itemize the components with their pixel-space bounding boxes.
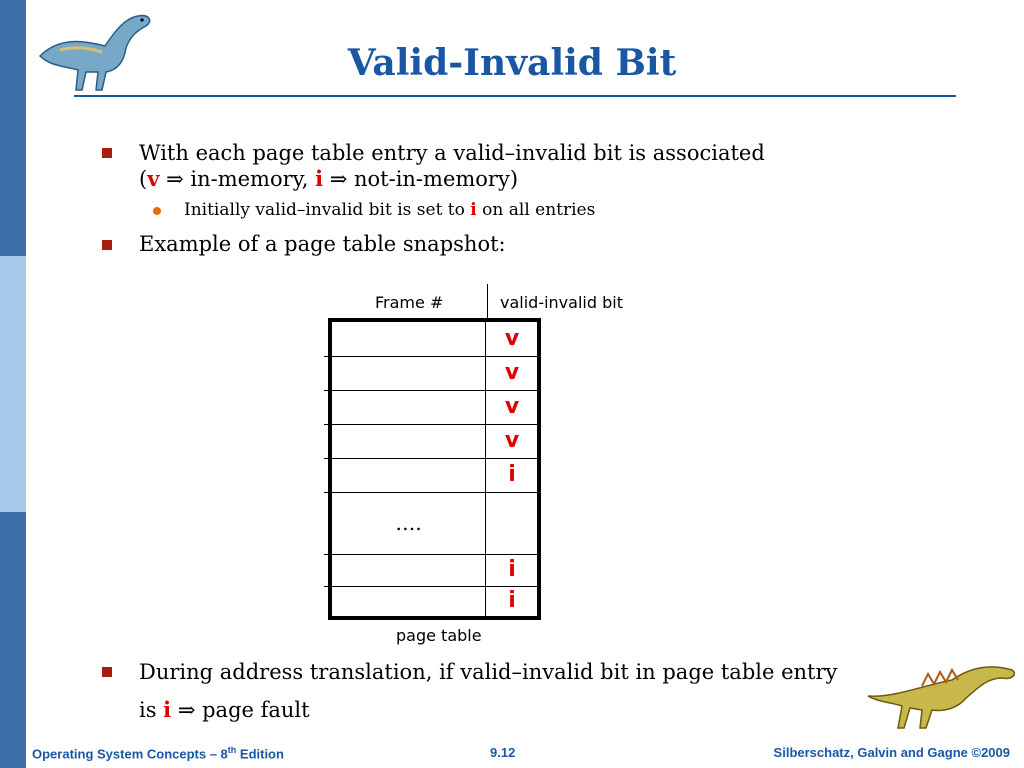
sub-bullet-pre: Initially valid–invalid bit is set to	[184, 200, 471, 220]
frame-cell: ….	[332, 492, 486, 554]
frame-cell	[332, 586, 486, 616]
bullet-1-line-2	[139, 166, 518, 191]
row-tick-mark	[324, 492, 330, 493]
bullet-square-icon	[102, 667, 112, 677]
sidebar-middle-segment	[0, 256, 26, 512]
bullet-3-line-1: During address translation, if valid–invalid bit in page table entry	[139, 660, 838, 684]
table-row	[332, 586, 537, 616]
page-table-caption: page table	[396, 626, 482, 645]
bullet-3-line-2	[139, 697, 310, 722]
row-tick-mark	[324, 586, 330, 587]
bullet-1-line-1: With each page table entry a valid–invalid bit is associated	[139, 141, 765, 165]
frame-cell	[332, 390, 486, 424]
title-underline	[74, 95, 956, 97]
footer-book-title	[32, 745, 284, 761]
footer-book-sup: th	[227, 745, 237, 755]
sub-bullet-dot-icon	[153, 207, 161, 215]
footer-authors: Silberschatz, Galvin and Gagne ©2009	[773, 745, 1010, 760]
sidebar-stripe	[0, 0, 26, 768]
sub-bullet-post: on all entries	[476, 200, 596, 220]
sidebar-bottom-segment	[0, 512, 26, 768]
valid-bit-cell: v	[504, 394, 520, 419]
valid-bit-cell: v	[504, 360, 520, 385]
frame-cell	[332, 322, 486, 356]
table-row	[332, 322, 537, 357]
valid-bit-cell: i	[508, 462, 516, 487]
table-row	[332, 390, 537, 425]
slide-title: Valid-Invalid Bit	[347, 42, 677, 84]
page-fault-text: ⇒ page fault	[171, 698, 310, 722]
sub-bullet-invalid-marker: i	[470, 200, 477, 220]
frame-column-header: Frame #	[375, 293, 444, 312]
bullet-3-pre: is	[139, 698, 164, 722]
frame-cell	[332, 424, 486, 458]
table-row	[332, 554, 537, 587]
bullet-3-invalid-marker: i	[163, 697, 172, 722]
table-row	[332, 424, 537, 459]
valid-bit-cell: v	[504, 326, 520, 351]
valid-bit-cell: i	[508, 557, 516, 582]
bullet-1-open-paren: (	[139, 167, 148, 191]
footer-book-tail: Edition	[236, 746, 284, 762]
in-memory-text: ⇒ in-memory,	[159, 167, 316, 191]
dinosaur-icon	[862, 656, 1022, 736]
invalid-marker: i	[315, 166, 324, 191]
valid-bit-cell: v	[504, 428, 520, 453]
bullet-square-icon	[102, 240, 112, 250]
table-row	[332, 492, 537, 555]
valid-bit-cell: i	[508, 588, 516, 613]
sub-bullet-text	[184, 200, 595, 220]
row-tick-mark	[324, 424, 330, 425]
bullet-2-text: Example of a page table snapshot:	[139, 232, 506, 256]
frame-cell	[332, 458, 486, 492]
slide-number: 9.12	[490, 745, 516, 760]
row-tick-mark	[324, 458, 330, 459]
table-row	[332, 356, 537, 391]
row-tick-mark	[324, 390, 330, 391]
row-tick-mark	[324, 554, 330, 555]
row-tick-mark	[324, 356, 330, 357]
footer-book-main: Operating System Concepts – 8	[32, 746, 228, 762]
table-row	[332, 458, 537, 493]
valid-marker: v	[147, 166, 160, 191]
bullet-square-icon	[102, 148, 112, 158]
bit-column-header: valid-invalid bit	[500, 293, 623, 312]
header-separator	[487, 284, 488, 318]
frame-cell	[332, 554, 486, 586]
valid-bit-cell	[487, 492, 537, 554]
page-table	[328, 318, 541, 620]
sidebar-top-segment	[0, 0, 26, 256]
frame-cell	[332, 356, 486, 390]
not-in-memory-text: ⇒ not-in-memory)	[323, 167, 519, 191]
